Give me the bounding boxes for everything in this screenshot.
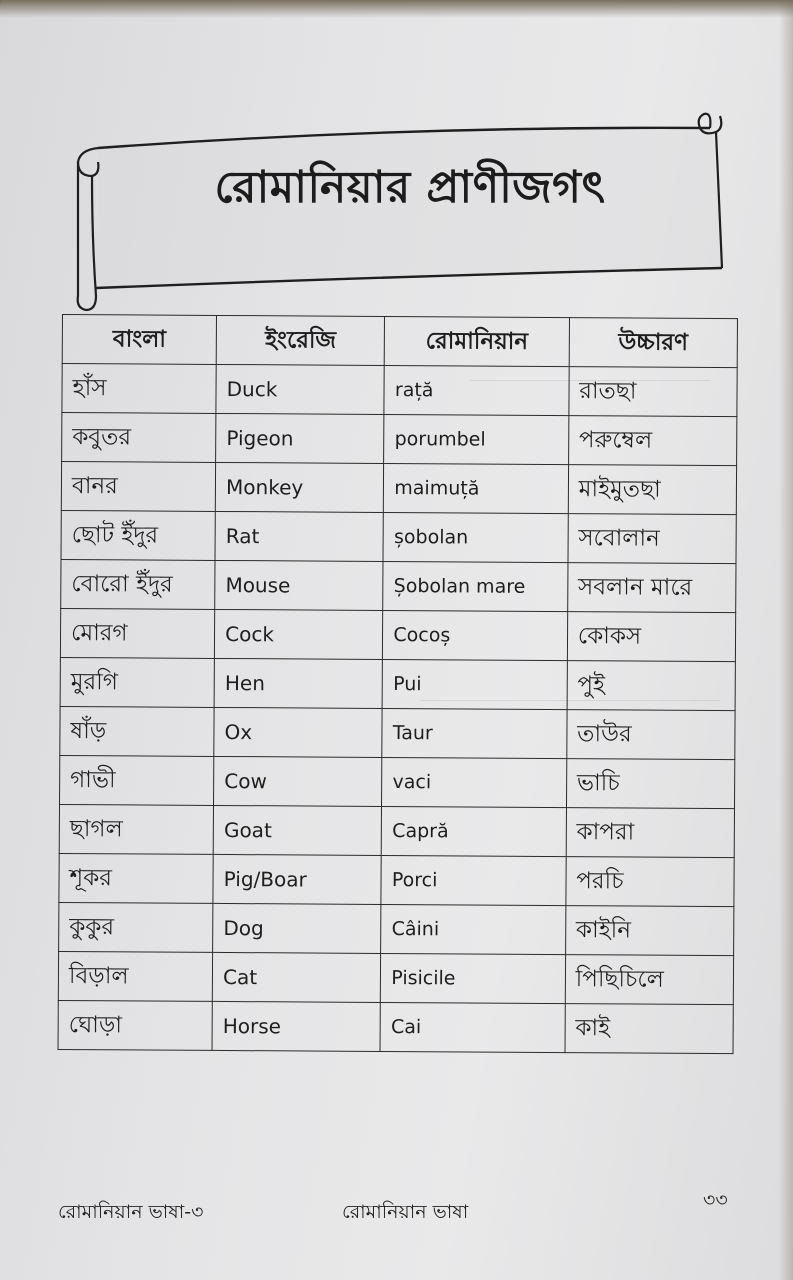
cell-pronunciation: কোকস [567, 612, 736, 662]
cell-pronunciation: কাই [565, 1004, 734, 1054]
footer-language-label: রোমানিয়ান ভাষা [342, 1201, 469, 1223]
table-row [59, 902, 734, 955]
cell-romanian: Cocoș [383, 610, 568, 660]
cell-pronunciation: ভাচি [566, 759, 735, 809]
cell-pronunciation: সবোলান [568, 514, 737, 564]
table-row [60, 755, 735, 808]
cell-english: Cat [212, 952, 381, 1002]
cell-bengali: মোরগ [60, 608, 214, 658]
cell-bengali: কুকুর [59, 902, 213, 952]
cell-romanian: vaci [382, 757, 567, 807]
table-header-row [62, 315, 737, 368]
cell-romanian: maimuță [384, 463, 569, 513]
cell-romanian: Porci [381, 855, 566, 905]
table-row [59, 804, 734, 857]
cell-pronunciation: রাতছা [569, 367, 738, 417]
cell-bengali: শূকর [59, 853, 213, 903]
table-row [60, 657, 735, 710]
cell-english: Ox [214, 707, 383, 757]
cell-english: Hen [214, 658, 383, 708]
cell-bengali: বোরো ইঁদুর [61, 559, 215, 609]
cell-romanian: Pisicile [381, 953, 566, 1003]
cell-bengali: কবুতর [62, 413, 216, 463]
cell-bengali: বিড়াল [58, 951, 212, 1001]
cell-bengali: মুরগি [60, 657, 214, 707]
cell-romanian: Taur [382, 708, 567, 758]
table-row [61, 462, 736, 515]
cell-english: Pig/Boar [213, 854, 382, 904]
cell-pronunciation: কাপরা [566, 808, 735, 858]
cell-romanian: rață [384, 365, 569, 415]
cell-pronunciation: কাইনি [565, 906, 734, 956]
footer-book-title: রোমানিয়ান ভাষা-৩ [58, 1201, 204, 1223]
cell-english: Cock [215, 609, 384, 659]
cell-romanian: șobolan [383, 512, 568, 562]
cell-english: Monkey [215, 462, 384, 512]
table-row [60, 706, 735, 759]
cell-romanian: Câini [381, 904, 566, 954]
cell-romanian: Șobolan mare [383, 561, 568, 611]
cell-romanian: porumbel [384, 414, 569, 464]
cell-pronunciation: পরুম্বেল [568, 416, 737, 466]
cell-pronunciation: তাউর [567, 710, 736, 760]
cell-english: Mouse [215, 560, 384, 610]
table-row [58, 1000, 733, 1053]
cell-bengali: ঘোড়া [58, 1000, 212, 1050]
table-row [62, 413, 737, 466]
table-row [62, 364, 737, 417]
cell-bengali: ছাগল [59, 804, 213, 854]
cell-pronunciation: পরচি [566, 857, 735, 907]
cell-english: Dog [213, 903, 382, 953]
cell-english: Horse [212, 1001, 381, 1051]
animal-vocabulary-table [58, 314, 738, 1054]
cell-pronunciation: পুই [567, 661, 736, 711]
cell-english: Cow [214, 756, 383, 806]
page-title: রোমানিয়ার প্রাণীজগৎ [214, 161, 606, 213]
cell-bengali: হাঁস [62, 364, 216, 414]
cell-romanian: Cai [380, 1002, 565, 1052]
cell-bengali: ষাঁড় [60, 706, 214, 756]
page-number: ৩৩ [703, 1189, 728, 1211]
cell-bengali: বানর [61, 462, 215, 512]
table-row [60, 608, 735, 661]
cell-english: Rat [215, 511, 384, 561]
header-pronunciation: উচ্চারণ [569, 318, 738, 368]
cell-english: Pigeon [216, 413, 385, 463]
table-row [61, 510, 736, 563]
cell-pronunciation: মাইমুতছা [568, 465, 737, 515]
cell-bengali: ছোট ইঁদুর [61, 510, 215, 560]
table-row [61, 559, 736, 612]
header-romanian: রোমানিয়ান [385, 316, 570, 366]
cell-pronunciation: সবলান মারে [567, 563, 736, 613]
cell-romanian: Capră [382, 806, 567, 856]
cell-pronunciation: পিছিচিলে [565, 955, 734, 1005]
cell-bengali: গাভী [60, 755, 214, 805]
table-row [59, 853, 734, 906]
cell-english: Duck [216, 364, 385, 414]
cell-romanian: Pui [382, 659, 567, 709]
table-row [58, 951, 733, 1004]
header-bengali: বাংলা [62, 315, 216, 365]
header-english: ইংরেজি [216, 315, 385, 365]
cell-english: Goat [213, 805, 382, 855]
